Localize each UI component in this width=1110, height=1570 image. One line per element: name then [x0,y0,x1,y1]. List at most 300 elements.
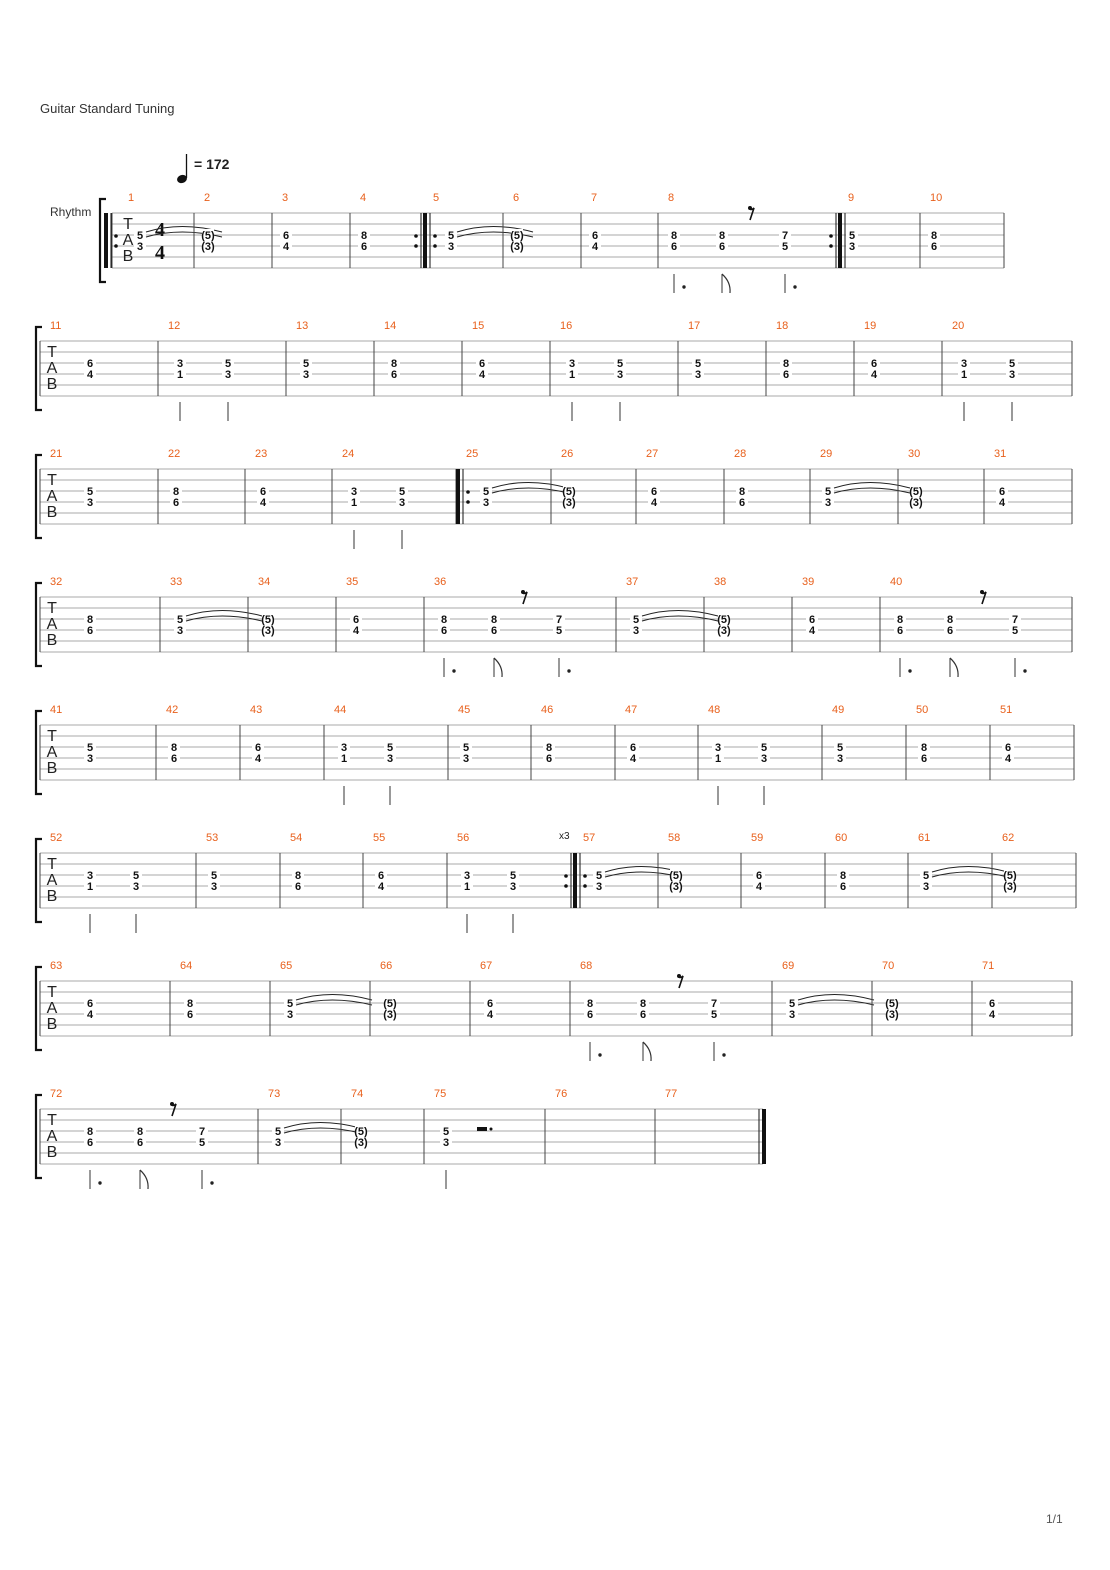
tab-clef-letter: A [46,360,58,377]
fret-number: (5) [669,870,683,882]
fret-number: 6 [377,870,385,882]
fret-number: 4 [86,1009,94,1021]
fret-number: 6 [259,486,267,498]
fret-number: (5) [510,230,524,242]
fret-number: 6 [988,998,996,1010]
system-brace [36,583,42,666]
fret-number: 4 [486,1009,494,1021]
fret-number: 4 [282,241,290,253]
measure-number: 60 [835,832,848,844]
rhythm-dot [567,669,570,672]
fret-number: 7 [781,230,789,242]
fret-number: (5) [1003,870,1017,882]
time-signature-top: 4 [155,219,165,241]
measure-number: 12 [168,320,181,332]
fret-number: 5 [824,486,832,498]
fret-number: 8 [390,358,398,370]
repeat-start-thick-bar [456,469,460,524]
fret-number: 3 [836,753,844,765]
fret-number: 6 [172,497,180,509]
fret-number: 6 [946,625,954,637]
measure-number: 46 [541,704,554,716]
fret-number: 3 [1008,369,1016,381]
fret-number: 8 [586,998,594,1010]
fret-number: 4 [259,497,267,509]
fret-number: (5) [261,614,275,626]
fret-number: 6 [650,486,658,498]
fret-number: 6 [839,881,847,893]
fret-number: 6 [870,358,878,370]
fret-number: 6 [86,358,94,370]
fret-number: 7 [710,998,718,1010]
measure-number: 10 [930,192,943,204]
measure-number: 29 [820,448,833,460]
measure-number: 28 [734,448,747,460]
fret-number: 5 [616,358,624,370]
fret-number: 3 [350,486,358,498]
fret-number: 3 [694,369,702,381]
measure-number: 42 [166,704,179,716]
fret-number: 6 [670,241,678,253]
fret-number: (5) [201,230,215,242]
fret-number: 8 [440,614,448,626]
fret-number: 1 [463,881,471,893]
fret-number: 3 [210,881,218,893]
system-brace [36,327,42,410]
fret-number: 5 [302,358,310,370]
measure-number: 1 [128,192,135,204]
fret-number: 6 [86,998,94,1010]
page-number: 1/1 [1046,1512,1063,1526]
fret-number: (3) [717,625,731,637]
fret-number: 8 [294,870,302,882]
repeat-start-thick-bar [573,853,577,908]
fret-number: 3 [132,881,140,893]
fret-number: 5 [198,1137,206,1149]
fret-number: 8 [172,486,180,498]
measure-number: 61 [918,832,931,844]
fret-number: 6 [808,614,816,626]
fret-number: 6 [896,625,904,637]
measure-number: 26 [561,448,574,460]
fret-number: 3 [136,241,144,253]
fret-number: 5 [632,614,640,626]
measure-number: 52 [50,832,63,844]
measure-number: 65 [280,960,293,972]
fret-number: (5) [562,486,576,498]
measure-number: 8 [668,192,675,204]
fret-number: 6 [755,870,763,882]
measure-number: 75 [434,1088,447,1100]
fret-number: 5 [132,870,140,882]
fret-number: 3 [922,881,930,893]
fret-number: 3 [224,369,232,381]
fret-number: 3 [302,369,310,381]
tab-clef-letter: B [46,1016,58,1033]
tab-clef-letter: A [46,744,58,761]
fret-number: (3) [885,1009,899,1021]
fret-number: 8 [738,486,746,498]
measure-number: 49 [832,704,845,716]
fret-number: 4 [755,881,763,893]
fret-number: 5 [595,870,603,882]
measure-number: 35 [346,576,359,588]
fret-number: 3 [616,369,624,381]
fret-number: 6 [86,625,94,637]
fret-number: 8 [170,742,178,754]
repeat-dot [466,490,470,494]
measure-number: 18 [776,320,789,332]
measure-number: 24 [342,448,355,460]
tie-arc [798,995,874,1001]
measure-number: 32 [50,576,63,588]
fret-number: (5) [383,998,397,1010]
tab-clef-letter: B [46,504,58,521]
fret-number: (3) [669,881,683,893]
fret-number: 5 [442,1126,450,1138]
fret-number: 4 [377,881,385,893]
system-brace [36,1095,42,1178]
rhythm-dot [1023,669,1026,672]
repeat-end-thick-bar [423,213,427,268]
fret-number: 3 [386,753,394,765]
measure-number: 71 [982,960,995,972]
fret-number: 3 [568,358,576,370]
tie-arc [492,483,568,489]
measure-number: 50 [916,704,929,716]
tempo-value: = 172 [194,156,230,172]
fret-number: 8 [946,614,954,626]
eighth-rest-head [170,1102,174,1106]
fret-number: 5 [694,358,702,370]
repeat-count: x3 [559,831,570,842]
fret-number: 3 [788,1009,796,1021]
tab-clef-letter: B [46,888,58,905]
measure-number: 66 [380,960,393,972]
fret-number: (3) [383,1009,397,1021]
fret-number: 6 [170,753,178,765]
measure-number: 40 [890,576,903,588]
measure-number: 41 [50,704,63,716]
fret-number: (3) [201,241,215,253]
tab-clef-letter: A [46,488,58,505]
measure-number: 17 [688,320,701,332]
fret-number: 7 [1011,614,1019,626]
fret-number: 5 [136,230,144,242]
measure-number: 6 [513,192,520,204]
fret-number: 5 [286,998,294,1010]
repeat-dot [414,234,418,238]
fret-number: 5 [210,870,218,882]
tab-clef-letter: T [47,344,57,361]
eighth-rest-head [521,590,525,594]
measure-number: 7 [591,192,598,204]
measure-number: 2 [204,192,211,204]
fret-number: 3 [274,1137,282,1149]
tie-arc [642,611,718,617]
eighth-flag [722,274,730,293]
repeat-start-thick-bar [104,213,108,268]
measure-number: 56 [457,832,470,844]
half-rest [477,1127,487,1131]
fret-number: (5) [717,614,731,626]
fret-number: 6 [629,742,637,754]
repeat-dot [829,244,833,248]
fret-number: 8 [718,230,726,242]
rhythm-dot [722,1053,725,1056]
repeat-dot [583,874,587,878]
measure-number: 5 [433,192,440,204]
fret-number: 5 [86,742,94,754]
measure-number: 70 [882,960,895,972]
measure-number: 67 [480,960,493,972]
fret-number: 3 [714,742,722,754]
measure-number: 4 [360,192,367,204]
measure-number: 34 [258,576,271,588]
fret-number: 5 [398,486,406,498]
tab-clef-letter: A [46,616,58,633]
fret-number: 8 [670,230,678,242]
repeat-end-thick-bar [838,213,842,268]
fret-number: (3) [909,497,923,509]
tab-clef-letter: T [47,472,57,489]
fret-number: 5 [482,486,490,498]
fret-number: 5 [1008,358,1016,370]
rhythm-dot [793,285,796,288]
tie-arc [932,867,1008,873]
repeat-dot [829,234,833,238]
tab-clef-letter: A [46,1000,58,1017]
repeat-dot [564,874,568,878]
fret-number: (3) [510,241,524,253]
fret-number: 8 [920,742,928,754]
system-brace [36,839,42,922]
measure-number: 59 [751,832,764,844]
fret-number: 6 [920,753,928,765]
measure-number: 47 [625,704,638,716]
tab-clef-letter: T [47,600,57,617]
tab-clef-letter: T [47,1112,57,1129]
repeat-dot [114,234,118,238]
fret-number: 5 [788,998,796,1010]
measure-number: 48 [708,704,721,716]
fret-number: 5 [922,870,930,882]
system-brace [36,455,42,538]
eighth-rest-head [748,206,752,210]
fret-number: 5 [848,230,856,242]
fret-number: 5 [176,614,184,626]
tab-clef-letter: B [46,632,58,649]
fret-number: 3 [286,1009,294,1021]
fret-number: 3 [86,753,94,765]
fret-number: 5 [1011,625,1019,637]
tab-clef-letter: B [46,760,58,777]
fret-number: 3 [595,881,603,893]
repeat-dot [433,244,437,248]
fret-number: 6 [294,881,302,893]
fret-number: 4 [254,753,262,765]
measure-number: 55 [373,832,386,844]
rhythm-dot [98,1181,101,1184]
tab-clef-letter: A [46,1128,58,1145]
measure-number: 16 [560,320,573,332]
repeat-dot [414,244,418,248]
measure-number: 30 [908,448,921,460]
fret-number: 4 [352,625,360,637]
fret-number: 8 [136,1126,144,1138]
fret-number: 6 [440,625,448,637]
measure-number: 64 [180,960,193,972]
fret-number: 3 [442,1137,450,1149]
fret-number: 4 [1004,753,1012,765]
tab-clef-letter: A [46,872,58,889]
measure-number: 73 [268,1088,281,1100]
tie-arc [186,611,262,617]
measure-number: 20 [952,320,965,332]
tie-arc [296,995,372,1001]
rhythm-dot [908,669,911,672]
measure-number: 54 [290,832,303,844]
fret-number: 3 [509,881,517,893]
fret-number: 6 [136,1137,144,1149]
fret-number: 6 [254,742,262,754]
repeat-dot [564,884,568,888]
fret-number: 8 [186,998,194,1010]
time-signature-bottom: 4 [155,242,165,264]
repeat-dot [583,884,587,888]
fret-number: 6 [282,230,290,242]
fret-number: 3 [176,625,184,637]
measure-number: 51 [1000,704,1013,716]
fret-number: 8 [782,358,790,370]
fret-number: 5 [555,625,563,637]
measure-number: 9 [848,192,855,204]
tab-clef-letter: B [122,248,134,265]
fret-number: 4 [650,497,658,509]
tab-clef-letter: T [47,984,57,1001]
measure-number: 31 [994,448,1007,460]
fret-number: 3 [482,497,490,509]
measure-number: 74 [351,1088,364,1100]
eighth-flag [140,1170,148,1189]
measure-number: 76 [555,1088,568,1100]
repeat-dot [466,500,470,504]
fret-number: 8 [86,1126,94,1138]
fret-number: (3) [261,625,275,637]
measure-number: 39 [802,576,815,588]
eighth-flag [950,658,958,677]
tab-clef-letter: T [47,728,57,745]
measure-number: 77 [665,1088,678,1100]
fret-number: 3 [398,497,406,509]
rhythm-dot [682,285,685,288]
fret-number: 8 [360,230,368,242]
measure-number: 33 [170,576,183,588]
measure-number: 63 [50,960,63,972]
fret-number: 8 [839,870,847,882]
measure-number: 23 [255,448,268,460]
measure-number: 38 [714,576,727,588]
measure-number: 21 [50,448,63,460]
measure-number: 36 [434,576,447,588]
fret-number: 8 [86,614,94,626]
measure-number: 72 [50,1088,63,1100]
tab-clef-letter: B [46,376,58,393]
fret-number: 6 [718,241,726,253]
measure-number: 45 [458,704,471,716]
fret-number: 5 [224,358,232,370]
tab-clef-letter: T [47,856,57,873]
fret-number: 6 [486,998,494,1010]
fret-number: 4 [988,1009,996,1021]
fret-number: 3 [632,625,640,637]
measure-number: 44 [334,704,347,716]
fret-number: 4 [86,369,94,381]
fret-number: 6 [930,241,938,253]
measure-number: 58 [668,832,681,844]
measure-number: 22 [168,448,181,460]
fret-number: 4 [870,369,878,381]
fret-number: 3 [462,753,470,765]
fret-number: 3 [447,241,455,253]
fret-number: 7 [555,614,563,626]
eighth-rest-head [980,590,984,594]
fret-number: 6 [352,614,360,626]
measure-number: 25 [466,448,479,460]
fret-number: 4 [591,241,599,253]
measure-number: 62 [1002,832,1015,844]
fret-number: 5 [781,241,789,253]
fret-number: 1 [86,881,94,893]
measure-number: 19 [864,320,877,332]
fret-number: 1 [960,369,968,381]
final-thick-bar [762,1109,766,1164]
fret-number: 4 [629,753,637,765]
fret-number: 6 [390,369,398,381]
fret-number: (5) [354,1126,368,1138]
measure-number: 11 [50,320,62,332]
fret-number: 6 [738,497,746,509]
fret-number: 8 [639,998,647,1010]
fret-number: 5 [274,1126,282,1138]
fret-number: (5) [909,486,923,498]
measure-number: 14 [384,320,397,332]
system-brace [36,711,42,794]
fret-number: 1 [340,753,348,765]
rest-dot [490,1128,493,1131]
tab-clef-letter: A [122,232,134,249]
fret-number: 3 [340,742,348,754]
measure-number: 3 [282,192,289,204]
fret-number: 6 [360,241,368,253]
fret-number: 5 [447,230,455,242]
fret-number: 6 [545,753,553,765]
fret-number: 1 [714,753,722,765]
rhythm-dot [598,1053,601,1056]
measure-number: 13 [296,320,309,332]
fret-number: 3 [960,358,968,370]
measure-number: 43 [250,704,263,716]
fret-number: 6 [478,358,486,370]
eighth-rest-head [677,974,681,978]
fret-number: 6 [490,625,498,637]
fret-number: 8 [896,614,904,626]
fret-number: 5 [86,486,94,498]
measure-number: 57 [583,832,596,844]
fret-number: 3 [463,870,471,882]
measure-number: 15 [472,320,485,332]
fret-number: 6 [639,1009,647,1021]
